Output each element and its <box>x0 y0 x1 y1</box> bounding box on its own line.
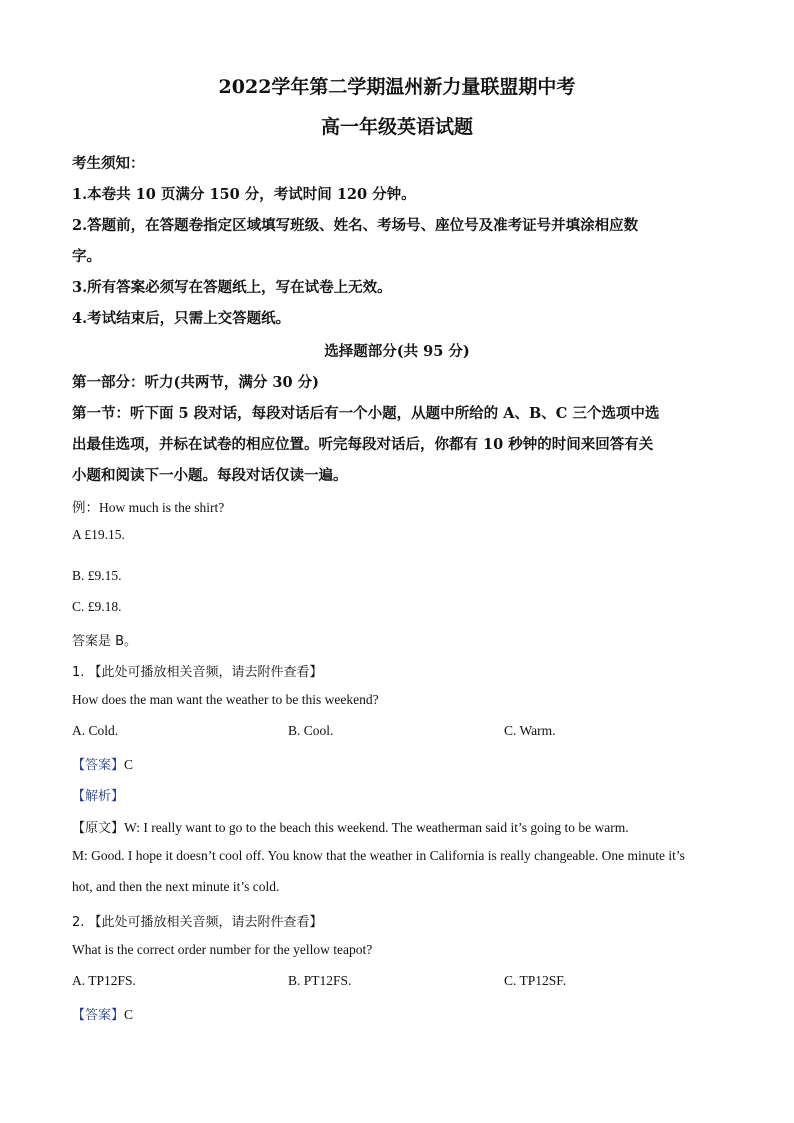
transcript-line <box>72 817 629 836</box>
instruction-item: 3.所有答案必须写在答题纸上，写在试卷上无效。 <box>72 279 392 296</box>
question-2-option-c: C. TP12SF. <box>504 973 567 988</box>
instruction-item: 2.答题前，在答题卷指定区域填写班级、姓名、考场号、座位号及准考证号并填涂相应数 <box>72 217 639 234</box>
example-option-c: C. £9.18. <box>72 599 122 614</box>
question-number: 2. <box>72 915 85 930</box>
audio-note: 【此处可播放相关音频，请去附件查看】 <box>88 915 323 930</box>
example-option-b: B. £9.15. <box>72 568 122 583</box>
answer-value: C <box>124 757 134 772</box>
source-tag: 【原文】 <box>72 821 125 836</box>
transcript-text: W: I really want to go to the beach this weekend. The weatherman said it’s going to be warm. <box>124 820 629 835</box>
question-2-option-a: A. TP12FS. <box>72 973 136 988</box>
exam-title: 2022学年第二学期温州新力量联盟期中考 <box>218 76 576 98</box>
answer-value: C <box>124 1007 134 1022</box>
transcript-line: hot, and then the next minute it’s cold. <box>72 879 280 894</box>
question-2-option-b: B. PT12FS. <box>288 973 352 988</box>
analysis-tag: 【解析】 <box>72 789 125 804</box>
question-1-answer <box>72 754 133 773</box>
question-1-option-c: C. Warm. <box>504 723 556 738</box>
exam-subtitle: 高一年级英语试题 <box>320 116 473 138</box>
question-1-option-b: B. Cool. <box>288 723 334 738</box>
question-2-answer <box>72 1004 133 1023</box>
instructions-heading: 考生须知： <box>72 155 145 172</box>
question-1-option-a: A. Cold. <box>72 723 119 738</box>
question-1-header <box>72 661 323 680</box>
section-heading: 选择题部分(共 95 分) <box>324 343 470 360</box>
part-intro: 出最佳选项，并标在试卷的相应位置。听完每段对话后，你都有 10 秒钟的时间来回答有关 <box>72 436 654 453</box>
question-2-prompt: What is the correct order number for the yellow teapot? <box>72 942 373 957</box>
instruction-item: 字。 <box>72 248 101 265</box>
instruction-item: 1.本卷共 10 页满分 150 分，考试时间 120 分钟。 <box>72 186 416 203</box>
question-2-header <box>72 911 323 930</box>
part-heading: 第一部分：听力(共两节，满分 30 分) <box>72 374 319 391</box>
transcript-line: M: Good. I hope it doesn’t cool off. You know that the weather in California is really changeable. One minute it’s <box>72 848 685 863</box>
example-option-a: A £19.15. <box>72 527 125 542</box>
instruction-item: 4.考试结束后，只需上交答题纸。 <box>72 310 291 327</box>
answer-tag: 【答案】 <box>72 758 125 773</box>
part-intro: 第一节：听下面 5 段对话，每段对话后有一个小题，从题中所给的 A、B、C 三个选项中选 <box>72 405 660 422</box>
example-question: 例：How much is the shirt? <box>72 500 225 515</box>
question-1-prompt: How does the man want the weather to be this weekend? <box>72 692 379 707</box>
question-number: 1. <box>72 665 85 680</box>
answer-tag: 【答案】 <box>72 1008 125 1023</box>
audio-note: 【此处可播放相关音频，请去附件查看】 <box>88 665 323 680</box>
part-intro: 小题和阅读下一小题。每段对话仅读一遍。 <box>72 467 348 484</box>
example-answer: 答案是 B。 <box>72 634 138 649</box>
